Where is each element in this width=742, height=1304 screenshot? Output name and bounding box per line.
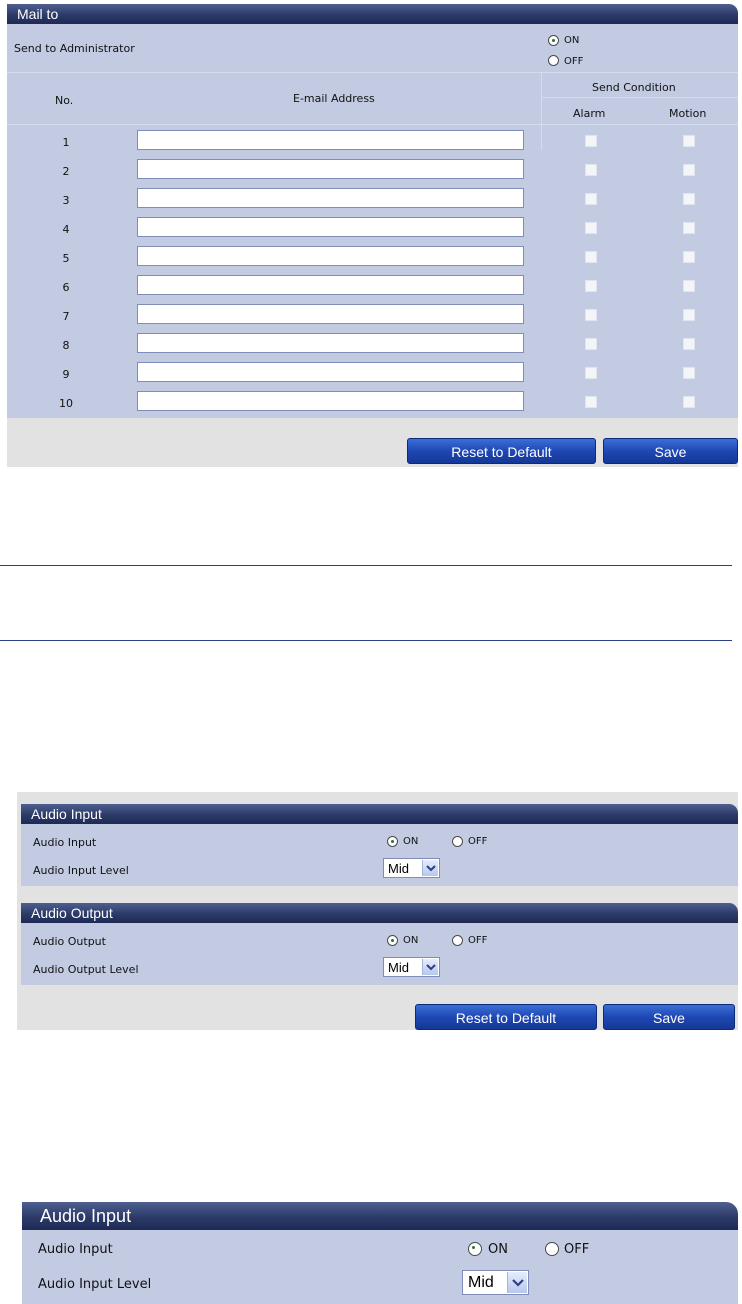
audio-settings-panel — [17, 792, 738, 1030]
row-number: 5 — [62, 252, 70, 265]
send-admin-on-radio[interactable] — [548, 35, 559, 46]
alarm-checkbox-9[interactable] — [585, 367, 597, 379]
alarm-checkbox-7[interactable] — [585, 309, 597, 321]
audio-output-on-label: ON — [403, 935, 419, 946]
mail-to-title-bar — [7, 4, 738, 24]
audio-input-level-select[interactable] — [383, 858, 440, 878]
audio-input-on-label: ON — [403, 836, 419, 847]
email-input-5[interactable] — [137, 246, 524, 266]
audio-input-level-label: Audio Input Level — [33, 864, 129, 877]
motion-checkbox-9[interactable] — [683, 367, 695, 379]
divider-line-top — [0, 565, 732, 566]
email-input-10[interactable] — [137, 391, 524, 411]
motion-checkbox-10[interactable] — [683, 396, 695, 408]
audio-output-level-value: Mid — [388, 960, 409, 975]
audio-output-title: Audio Output — [31, 905, 113, 921]
audio-input-off-radio[interactable] — [452, 836, 463, 847]
row-number: 9 — [62, 368, 70, 381]
audio-output-off-radio[interactable] — [452, 935, 463, 946]
audio-input-label: Audio Input — [33, 836, 97, 849]
zoom-audio-input-on-radio[interactable] — [468, 1242, 482, 1256]
audio-input-zoom-panel — [22, 1202, 738, 1304]
motion-checkbox-4[interactable] — [683, 222, 695, 234]
row-number: 8 — [62, 339, 70, 352]
alarm-checkbox-4[interactable] — [585, 222, 597, 234]
col-send-condition-header: Send Condition — [592, 81, 676, 94]
audio-input-title-bar — [21, 804, 738, 824]
audio-output-off-label: OFF — [468, 935, 488, 946]
mail-reset-to-default-button[interactable]: Reset to Default — [407, 438, 596, 464]
alarm-checkbox-10[interactable] — [585, 396, 597, 408]
row-number: 4 — [62, 223, 70, 236]
mail-to-title: Mail to — [17, 6, 59, 22]
mail-save-button[interactable]: Save — [603, 438, 738, 464]
alarm-checkbox-1[interactable] — [585, 135, 597, 147]
zoom-audio-input-on-label: ON — [488, 1242, 508, 1257]
row-number: 10 — [59, 397, 73, 410]
mail-settings-area — [7, 24, 738, 418]
zoom-audio-input-title: Audio Input — [40, 1206, 132, 1226]
zoom-audio-input-level-label: Audio Input Level — [38, 1277, 152, 1292]
condition-subheader-divider — [541, 97, 738, 98]
audio-save-button[interactable]: Save — [603, 1004, 735, 1030]
audio-output-level-select[interactable] — [383, 957, 440, 977]
zoom-audio-input-title-bar — [22, 1202, 738, 1230]
zoom-audio-input-section — [22, 1230, 738, 1304]
col-motion-header: Motion — [669, 107, 707, 120]
motion-checkbox-7[interactable] — [683, 309, 695, 321]
row-number: 1 — [62, 136, 70, 149]
alarm-checkbox-2[interactable] — [585, 164, 597, 176]
divider-line-bottom — [0, 640, 732, 641]
chevron-down-icon — [422, 860, 438, 876]
zoom-audio-input-level-value: Mid — [468, 1274, 494, 1291]
motion-checkbox-1[interactable] — [683, 135, 695, 147]
row-number: 2 — [62, 165, 70, 178]
audio-input-off-label: OFF — [468, 836, 488, 847]
row-number: 3 — [62, 194, 70, 207]
motion-checkbox-6[interactable] — [683, 280, 695, 292]
alarm-checkbox-8[interactable] — [585, 338, 597, 350]
email-input-4[interactable] — [137, 217, 524, 237]
send-admin-off-radio[interactable] — [548, 55, 559, 66]
mail-button-bar — [7, 418, 738, 467]
audio-output-section — [21, 923, 738, 985]
motion-checkbox-3[interactable] — [683, 193, 695, 205]
audio-input-title: Audio Input — [31, 806, 102, 822]
audio-input-level-value: Mid — [388, 861, 409, 876]
audio-reset-to-default-button[interactable]: Reset to Default — [415, 1004, 597, 1030]
email-input-8[interactable] — [137, 333, 524, 353]
alarm-checkbox-6[interactable] — [585, 280, 597, 292]
header-divider-top — [7, 72, 738, 73]
zoom-audio-input-off-label: OFF — [564, 1242, 590, 1257]
alarm-checkbox-5[interactable] — [585, 251, 597, 263]
condition-column-divider — [541, 72, 542, 150]
audio-output-on-radio[interactable] — [387, 935, 398, 946]
email-input-2[interactable] — [137, 159, 524, 179]
col-alarm-header: Alarm — [573, 107, 606, 120]
zoom-audio-input-label: Audio Input — [38, 1242, 113, 1257]
zoom-audio-input-off-radio[interactable] — [545, 1242, 559, 1256]
motion-checkbox-8[interactable] — [683, 338, 695, 350]
row-number: 6 — [62, 281, 70, 294]
chevron-down-icon — [422, 959, 438, 975]
email-input-9[interactable] — [137, 362, 524, 382]
email-input-1[interactable] — [137, 130, 524, 150]
audio-input-on-radio[interactable] — [387, 836, 398, 847]
chevron-down-icon — [507, 1272, 527, 1293]
motion-checkbox-2[interactable] — [683, 164, 695, 176]
email-input-7[interactable] — [137, 304, 524, 324]
email-input-3[interactable] — [137, 188, 524, 208]
zoom-audio-input-level-select[interactable] — [462, 1270, 529, 1295]
col-no-header: No. — [55, 94, 74, 107]
send-to-admin-label: Send to Administrator — [14, 42, 135, 55]
audio-output-title-bar — [21, 903, 738, 923]
header-divider-bottom — [7, 124, 738, 125]
motion-checkbox-5[interactable] — [683, 251, 695, 263]
send-admin-on-label: ON — [564, 35, 580, 46]
mail-to-panel — [7, 4, 738, 467]
email-input-6[interactable] — [137, 275, 524, 295]
col-email-header: E-mail Address — [293, 92, 375, 105]
audio-input-section — [21, 824, 738, 886]
row-number: 7 — [62, 310, 70, 323]
send-admin-off-label: OFF — [564, 56, 584, 67]
audio-output-label: Audio Output — [33, 935, 106, 948]
audio-output-level-label: Audio Output Level — [33, 963, 139, 976]
alarm-checkbox-3[interactable] — [585, 193, 597, 205]
